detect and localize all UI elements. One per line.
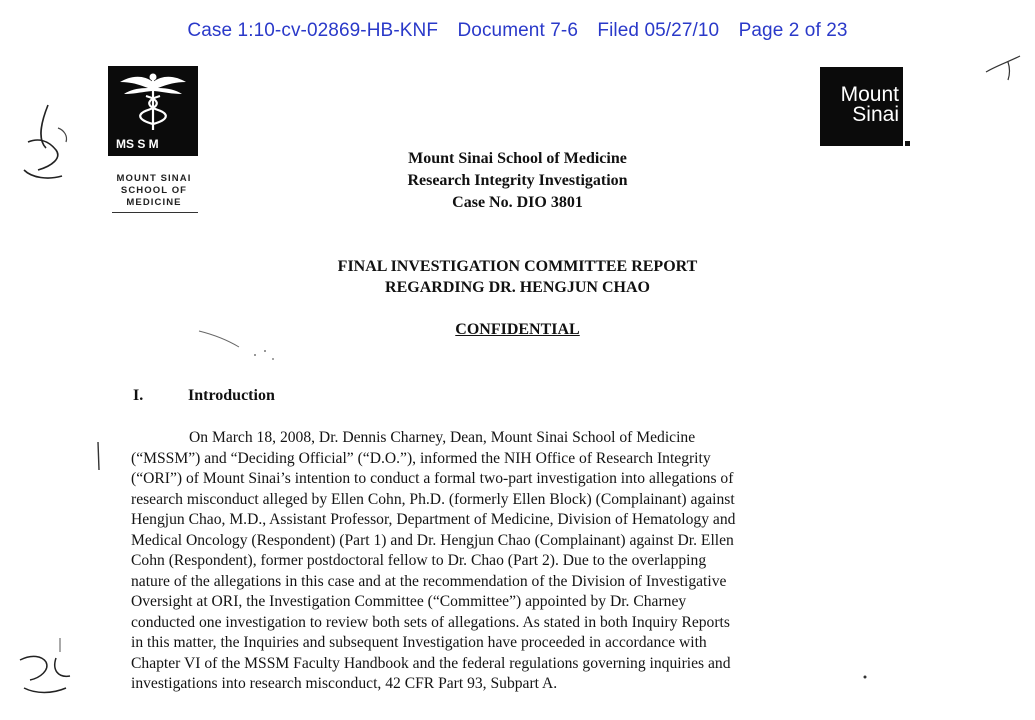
paragraph-line: conducted one investigation to review both sets of allegations. As stated in both Inquiry Reports <box>131 613 730 631</box>
seal-divider <box>112 212 198 213</box>
seal-caption-line: MEDICINE <box>126 197 182 208</box>
caduceus-icon <box>108 66 198 156</box>
court-filing-header <box>0 20 1035 42</box>
report-subtitle: REGARDING DR. HENGJUN CHAO <box>385 279 650 296</box>
paragraph-line: in this matter, the Inquiries and subsequent Investigation have proceeded in accordance with <box>131 634 707 651</box>
paragraph-line: Medical Oncology (Respondent) (Part 1) and Dr. Hengjun Chao (Complainant) against Dr. Ellen <box>131 531 734 549</box>
page-number: Page 2 of 23 <box>738 20 848 41</box>
paragraph-line: Cohn (Respondent), former postdoctoral fellow to Dr. Chao (Part 2). Due to the overlapping <box>131 552 707 569</box>
margin-tick <box>55 636 65 656</box>
paragraph-line: Hengjun Chao, M.D., Assistant Professor, Department of Medicine, Division of Hematology and <box>131 511 736 528</box>
pen-mark <box>984 52 1024 82</box>
seal-caption-line: SCHOOL OF <box>120 185 188 196</box>
filed-date: Filed 05/27/10 <box>597 20 720 41</box>
logo-line-1: Mount <box>840 83 899 106</box>
confidential-label <box>0 321 1035 339</box>
paragraph-line: On March 18, 2008, Dr. Dennis Charney, Dean, Mount Sinai School of Medicine <box>189 429 696 446</box>
section-number: I. <box>133 387 144 404</box>
institution-heading: Mount Sinai School of Medicine <box>408 150 627 167</box>
handwritten-mark <box>16 648 86 698</box>
document-number: Document 7-6 <box>457 20 578 41</box>
paragraph-line: nature of the allegations in this case and at the recommendation of the Division of Investigative <box>131 572 727 590</box>
case-number-heading: Case No. DIO 3801 <box>452 194 583 211</box>
handwritten-mark <box>18 100 98 190</box>
paragraph-line: Chapter VI of the MSSM Faculty Handbook and the federal regulations governing inquiries and <box>131 654 731 672</box>
logo-dot <box>905 141 910 146</box>
introduction-paragraph <box>131 428 876 695</box>
confidential-text: CONFIDENTIAL <box>455 321 580 338</box>
logo-line-2: Sinai <box>852 103 899 126</box>
paragraph-line: investigations into research misconduct, 42 CFR Part 93, Subpart A. <box>131 675 558 692</box>
scan-dot <box>860 672 870 682</box>
mount-sinai-logo <box>820 67 903 146</box>
seal-caption-line: MOUNT SINAI <box>116 173 192 184</box>
case-number: Case 1:10-cv-02869-HB-KNF <box>187 20 439 41</box>
paragraph-line: (“MSSM”) and “Deciding Official” (“D.O.”), informed the NIH Office of Research Integrity <box>131 449 711 467</box>
seal-letters: MS S M <box>116 137 159 151</box>
report-title: FINAL INVESTIGATION COMMITTEE REPORT <box>337 258 698 275</box>
investigation-heading: Research Integrity Investigation <box>407 172 628 189</box>
paragraph-line: (“ORI”) of Mount Sinai’s intention to conduct a formal two-part investigation into allegations of <box>131 470 734 487</box>
paragraph-line: Oversight at ORI, the Investigation Committee (“Committee”) appointed by Dr. Charney <box>131 593 687 610</box>
margin-tick <box>90 440 110 480</box>
paragraph-line: research misconduct alleged by Ellen Cohn, Ph.D. (formerly Ellen Block) (Complainant) against <box>131 490 735 508</box>
section-title: Introduction <box>188 387 275 404</box>
mssm-seal-logo <box>108 66 198 156</box>
scan-smudge <box>195 325 285 365</box>
